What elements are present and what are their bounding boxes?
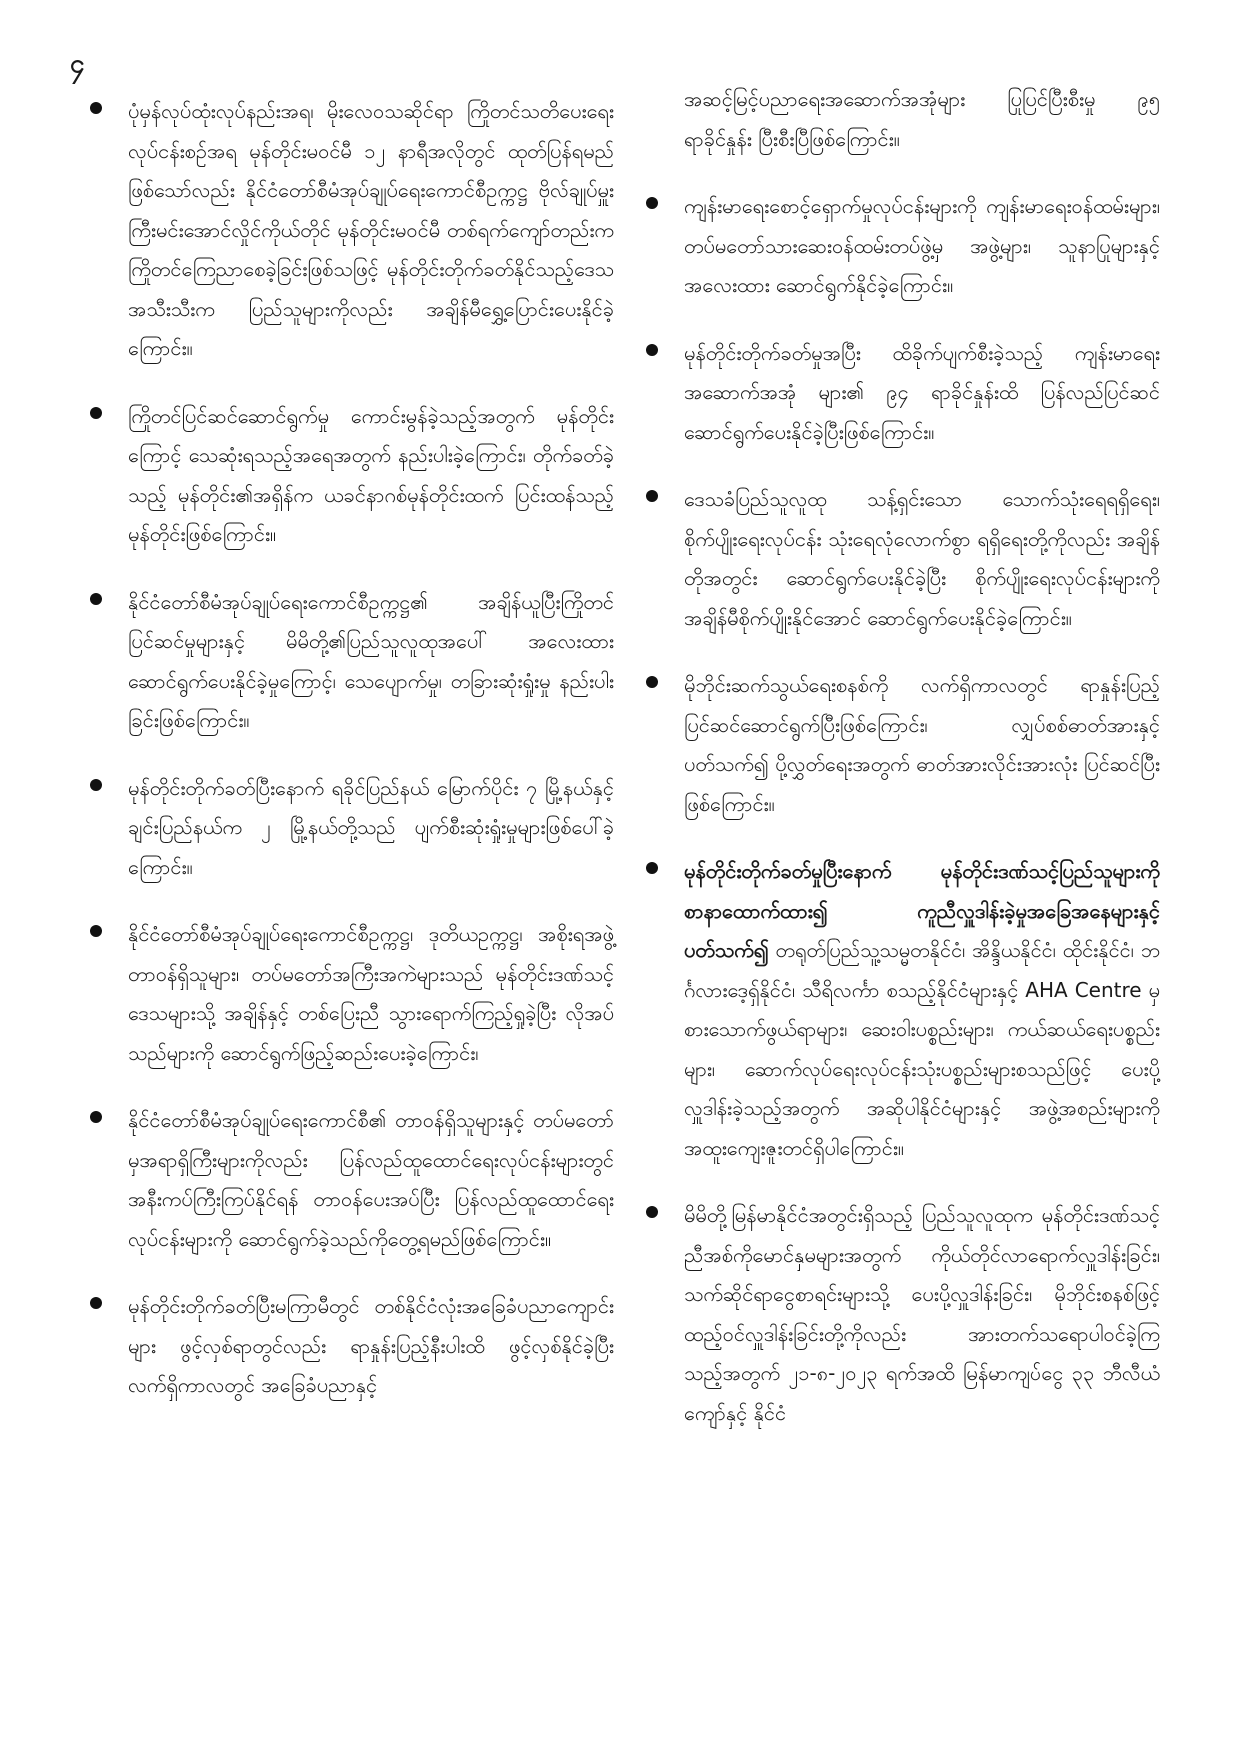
- list-item: [84, 583, 614, 741]
- bullet-icon: [646, 1206, 658, 1218]
- bullet-icon: [90, 925, 102, 937]
- bullet-icon: [646, 197, 658, 209]
- page-number: ၄: [70, 49, 85, 79]
- list-item: [640, 334, 1160, 453]
- list-item: [640, 852, 1160, 1168]
- item-text: ပုံမှန်လုပ်ထုံးလုပ်နည်းအရ၊ မိုးလေဝသဆိုင်ရာ ကြိုတင်သတိပေးရေးလုပ်ငန်းစဉ်အရ မုန်တိုင်းမဝင်မီ ၁၂ နာရီအလိုတွင် ထုတ်ပြန်ရမည်ဖြစ်သော်လည်း နိုင်ငံတော်စီမံအုပ်ချုပ်ရေးကောင်စီဥက္ကဋ္ဌ ဗိုလ်ချုပ်မှူးကြီးမင်းအောင်လှိုင်ကိုယ်တိုင် မုန်တိုင်းမဝင်မီ တစ်ရက်ကျော်တည်းက ကြိုတင်ကြေညာစေခဲ့ခြင်းဖြစ်သဖြင့် မုန်တိုင်းတိုက်ခတ်နိုင်သည့်ဒေသအသီးသီးက ပြည်သူများကိုလည်း အချိန်မီရွှေ့ပြောင်းပေးနိုင်ခဲ့ကြောင်း။: [128, 99, 614, 360]
- item-heading: မုန်တိုင်းတိုက်ခတ်မှုပြီးနောက် မုန်တိုင်းဒဏ်သင့်ပြည်သူများကို စာနာထောက်ထား၍ ကူညီလှူဒါန်းခဲ့မှုအခြေအနေများနှင့်ပတ်သက်၍: [684, 859, 1160, 962]
- bullet-icon: [90, 593, 102, 605]
- bullet-icon: [646, 676, 658, 688]
- list-item: [84, 92, 614, 369]
- item-text: နိုင်ငံတော်စီမံအုပ်ချုပ်ရေးကောင်စီဥက္ကဋ္ဌ၊ ဒုတိယဥက္ကဋ္ဌ၊ အစိုးရအဖွဲ့တာဝန်ရှိသူများ၊ တပ်မတော်အကြီးအကဲများသည် မုန်တိုင်းဒဏ်သင့်ဒေသများသို့ အချိန်နှင့် တစ်ပြေးညီ သွားရောက်ကြည့်ရှုခဲ့ပြီး လိုအပ်သည်များကို ဆောင်ရွက်ဖြည့်ဆည်းပေးခဲ့ကြောင်း၊: [128, 922, 614, 1065]
- continuation-text: အဆင့်မြင့်ပညာရေးအဆောက်အအုံများ ပြုပြင်ပြီးစီးမှု ၉၅ ရာခိုင်နှုန်း ပြီးစီးပြီဖြစ်ကြောင်း။: [684, 87, 1160, 151]
- item-text: ကျန်းမာရေးစောင့်ရှောက်မှုလုပ်ငန်းများကို ကျန်းမာရေးဝန်ထမ်းများ၊ တပ်မတော်သားဆေးဝန်ထမ်းတပ်ဖွဲ့မှ အဖွဲ့များ၊ သူနာပြုများနှင့် အလေးထား ဆောင်ရွက်နိုင်ခဲ့ကြောင်း။: [684, 194, 1160, 297]
- list-item: [84, 769, 614, 888]
- item-text: မုန်တိုင်းတိုက်ခတ်ပြီးနောက် ရခိုင်ပြည်နယ် မြောက်ပိုင်း ၇ မြို့နယ်နှင့် ချင်းပြည်နယ်က ၂ မြို့နယ်တို့သည် ပျက်စီးဆုံးရှုံးမှုများဖြစ်ပေါ်ခဲ့ကြောင်း။: [128, 775, 614, 879]
- item-text: မိုဘိုင်းဆက်သွယ်ရေးစနစ်ကို လက်ရှိကာလတွင် ရာနှုန်းပြည့် ပြင်ဆင်ဆောင်ရွက်ပြီးဖြစ်ကြောင်း၊ လျှပ်စစ်ဓာတ်အားနှင့်ပတ်သက်၍ ပို့လွှတ်ရေးအတွက် ဓာတ်အားလိုင်းအားလုံး ပြင်ဆင်ပြီးဖြစ်ကြောင်း။: [684, 673, 1160, 816]
- bullet-icon: [646, 344, 658, 356]
- list-item: [84, 1101, 614, 1259]
- bullet-icon: [646, 490, 658, 502]
- list-item: [640, 480, 1160, 638]
- list-item: [84, 915, 614, 1073]
- item-text: နိုင်ငံတော်စီမံအုပ်ချုပ်ရေးကောင်စီဥက္ကဋ္ဌ၏ အချိန်ယူပြီးကြိုတင်ပြင်ဆင်မှုများနှင့် မိမိတို့၏ပြည်သူလူထုအပေါ် အလေးထားဆောင်ရွက်ပေးနိုင်ခဲ့မှုကြောင့်၊ သေပျောက်မှု၊ တခြားဆုံးရှုံးမှု နည်းပါးခြင်းဖြစ်ကြောင်း။: [128, 589, 614, 732]
- list-item: [640, 666, 1160, 824]
- list-item: [84, 1287, 614, 1406]
- bullet-icon: [90, 102, 102, 114]
- right-column: [640, 80, 1160, 1461]
- item-text: မုန်တိုင်းတိုက်ခတ်ပြီးမကြာမီတွင် တစ်နိုင်ငံလုံးအခြေခံပညာကျောင်းများ ဖွင့်လှစ်ရာတွင်လည်း ရာနှုန်းပြည့်နီးပါးထိ ဖွင့်လှစ်နိုင်ခဲ့ပြီး လက်ရှိကာလတွင် အခြေခံပညာနှင့်: [128, 1294, 614, 1397]
- bullet-icon: [90, 779, 102, 791]
- item-text: ကြိုတင်ပြင်ဆင်ဆောင်ရွက်မှု ကောင်းမွန်ခဲ့သည့်အတွက် မုန်တိုင်းကြောင့် သေဆုံးရသည့်အရေအတွက် နည်းပါးခဲ့ကြောင်း၊ တိုက်ခတ်ခဲ့သည့် မုန်တိုင်း၏အရှိန်က ယခင်နာဂစ်မုန်တိုင်းထက် ပြင်းထန်သည့်မုန်တိုင်းဖြစ်ကြောင်း။: [128, 403, 614, 546]
- item-text: မိမိတို့မြန်မာနိုင်ငံအတွင်းရှိသည့် ပြည်သူလူထုက မုန်တိုင်းဒဏ်သင့် ညီအစ်ကိုမောင်နှမများအတွက် ကိုယ်တိုင်လာရောက်လှူဒါန်းခြင်း၊ သက်ဆိုင်ရာငွေစာရင်းများသို့ ပေးပို့လှူဒါန်းခြင်း၊ မိုဘိုင်းစနစ်ဖြင့် ထည့်ဝင်လှူဒါန်းခြင်းတို့ကိုလည်း အားတက်သရောပါဝင်ခဲ့ကြသည့်အတွက် ၂၁-၈-၂၀၂၃ ရက်အထိ မြန်မာကျပ်ငွေ ၃၃ ဘီလီယံကျော်နှင့် နိုင်ငံ: [684, 1203, 1160, 1425]
- item-text: မုန်တိုင်းတိုက်ခတ်မှုအပြီး ထိခိုက်ပျက်စီးခဲ့သည့် ကျန်းမာရေးအဆောက်အအုံ များ၏ ၉၄ ရာခိုင်နှုန်းထိ ပြန်လည်ပြင်ဆင် ဆောင်ရွက်ပေးနိုင်ခဲ့ပြီးဖြစ်ကြောင်း။: [684, 340, 1160, 444]
- bullet-icon: [646, 862, 658, 874]
- item-text: ဒေသခံပြည်သူလူထု သန့်ရှင်းသော သောက်သုံးရေရရှိရေး၊ စိုက်ပျိုးရေးလုပ်ငန်း သုံးရေလုံလောက်စွာ ရရှိရေးတို့ကိုလည်း အချိန်တိုအတွင်း ဆောင်ရွက်ပေးနိုင်ခဲ့ပြီး စိုက်ပျိုးရေးလုပ်ငန်းများကို အချိန်မီစိုက်ပျိုးနိုင်အောင် ဆောင်ရွက်ပေးနိုင်ခဲ့ကြောင်း။: [684, 487, 1160, 630]
- list-item: [640, 1196, 1160, 1433]
- item-body: တရုတ်ပြည်သူ့သမ္မတနိုင်ငံ၊ အိန္ဒိယနိုင်ငံ၊ ထိုင်းနိုင်ငံ၊ ဘင်္ဂလားဒေ့ရှ်နိုင်ငံ၊ သီရိလင်္ကာ စသည့်နိုင်ငံများနှင့် AHA Centre မှ စားသောက်ဖွယ်ရာများ၊ ဆေးဝါးပစ္စည်းများ၊ ကယ်ဆယ်ရေးပစ္စည်းများ၊ ဆောက်လုပ်ရေးလုပ်ငန်းသုံးပစ္စည်းများစသည်ဖြင့် ပေးပို့လှူဒါန်းခဲ့သည့်အတွက် အဆိုပါနိုင်ငံများနှင့် အဖွဲ့အစည်းများကို အထူးကျေးဇူးတင်ရှိပါကြောင်း။: [684, 938, 1160, 1160]
- bullet-icon: [90, 1111, 102, 1123]
- bullet-icon: [90, 407, 102, 419]
- list-item: [84, 397, 614, 555]
- item-text: [684, 852, 1160, 1168]
- left-column: [84, 92, 614, 1434]
- bullet-icon: [90, 1297, 102, 1309]
- list-item: [640, 187, 1160, 306]
- item-text: နိုင်ငံတော်စီမံအုပ်ချုပ်ရေးကောင်စီ၏ တာဝန်ရှိသူများနှင့် တပ်မတော်မှအရာရှိကြီးများကိုလည်း ပြန်လည်ထူထောင်ရေးလုပ်ငန်းများတွင် အနီးကပ်ကြီးကြပ်နိုင်ရန် တာဝန်ပေးအပ်ပြီး ပြန်လည်ထူထောင်ရေးလုပ်ငန်းများကို ဆောင်ရွက်ခဲ့သည်ကိုတွေ့ရမည်ဖြစ်ကြောင်း။: [128, 1108, 614, 1251]
